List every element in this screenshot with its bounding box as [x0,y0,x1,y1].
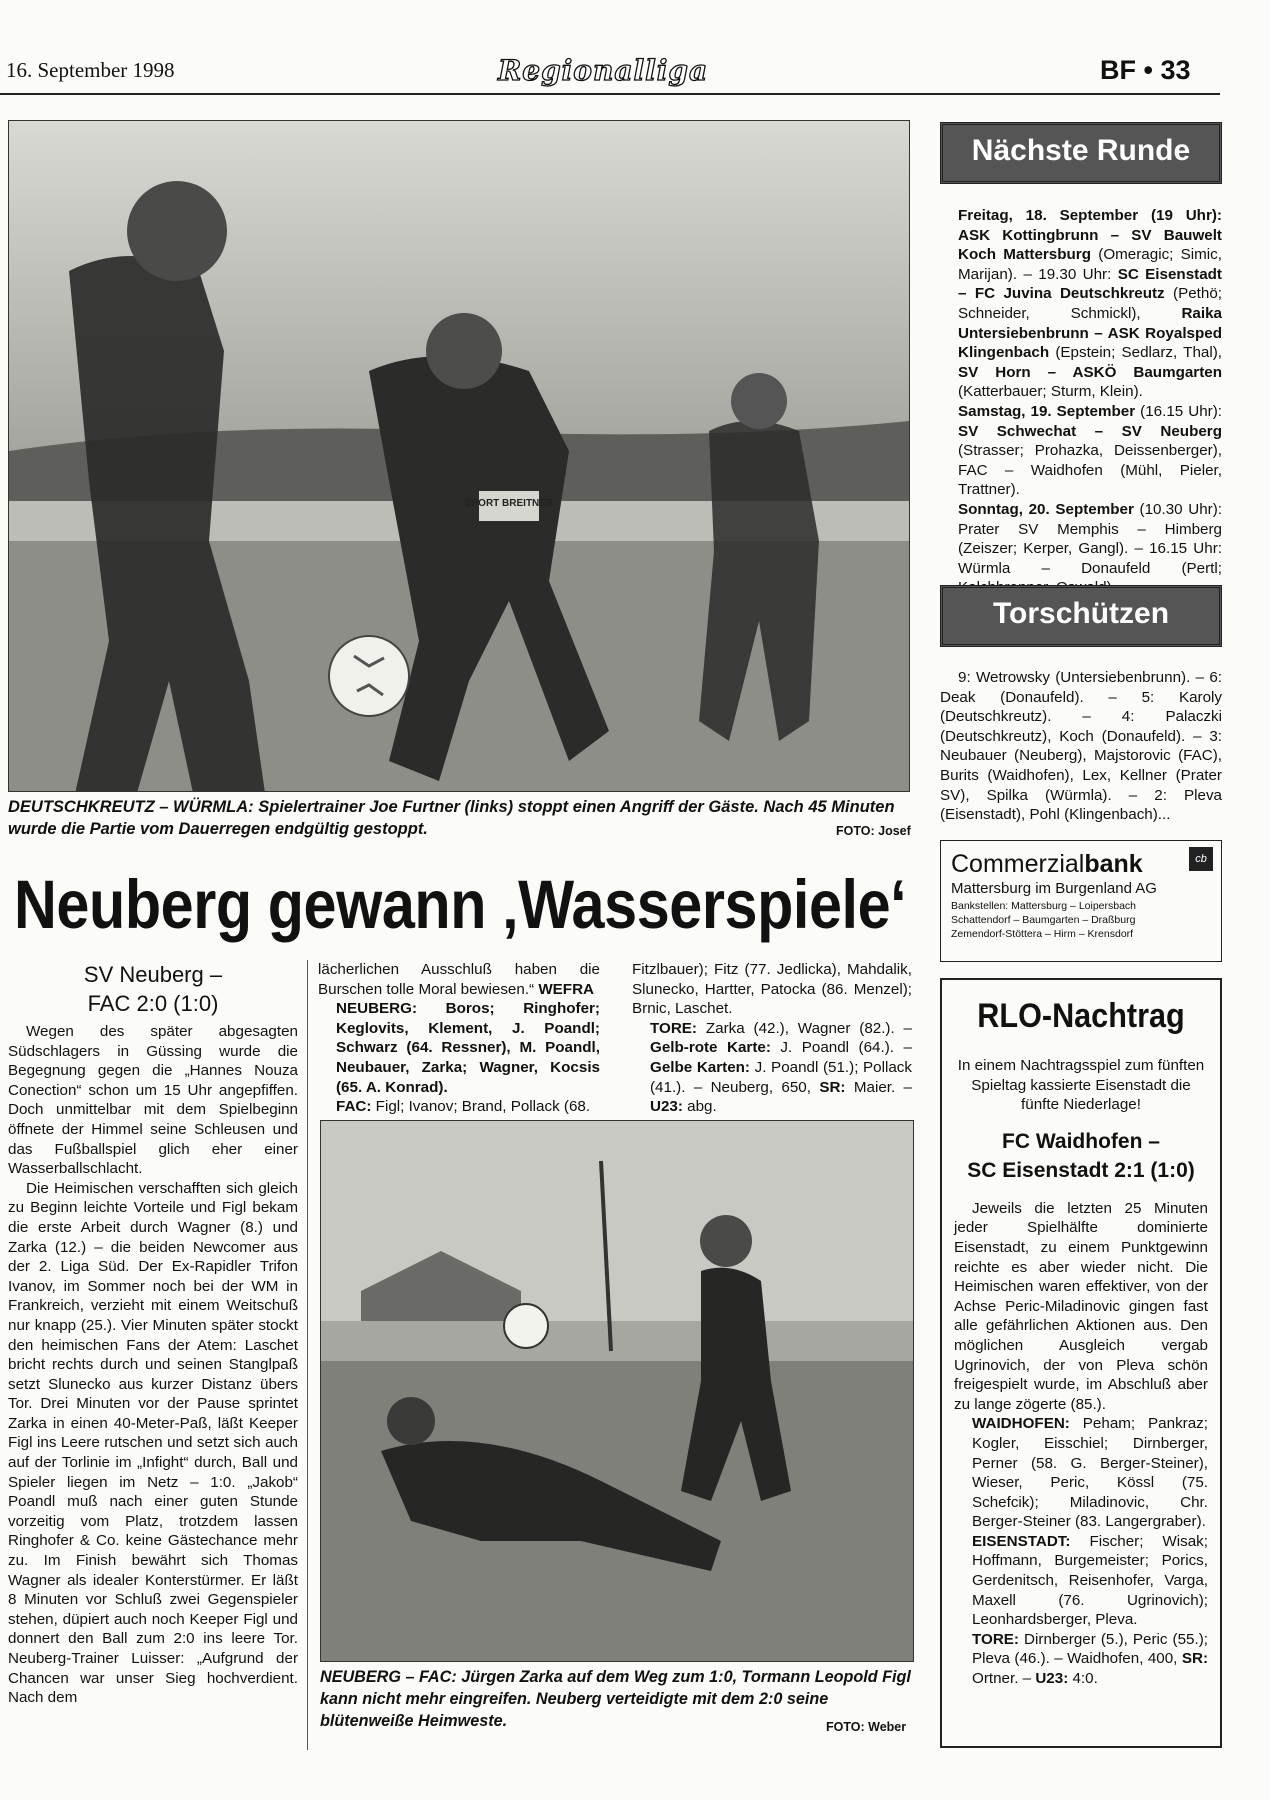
nachtrag-intro: In einem Nachtragsspiel zum fünften Spieltag kassierte Eisenstadt die fünfte Niederlage! [957,1057,1205,1114]
article-column-3: Fitzlbauer); Fitz (77. Jedlicka), Mahdalik, Slunecko, Hartter, Patocka (86. Menzel); Brnic, Laschet. TORE: Zarka (42.), Wagner (82.). – Gelb-rote Karte: J. Poandl (64.). – Gelbe Karten: J. Poandl (51.); Pollack (41.). – Neuberg, 650, SR: Maier. – U23: abg. [632,961,912,1116]
top-photo [8,120,910,792]
article-intro: Wegen des später abgesagten Südschlagers in Güssing wurde die Begegnung gegen die „Hannes Nouza Conection“ schon um 15 Uhr angepfiffen. Doch unmittelbar mit dem Spielbeginn öffnete der Himmel seine Schleusen und das Fußballspiel glich eher einer Wasserballschlacht. [8,1023,298,1178]
column-divider [307,960,308,1750]
commerzialbank-ad: Commerzialbank cb Mattersburg im Burgenland AG Bankstellen: Mattersburg – Loipersbach Schattendorf – Baumgarten – Draßburg Zemendorf-Stöttera – Hirm – Krensdorf [940,840,1222,962]
section-title: Regionalliga [498,54,709,87]
top-photo-credit: FOTO: Josef [836,824,911,838]
nachtrag-match: FC Waidhofen – SC Eisenstadt 2:1 (1:0) [967,1129,1195,1182]
torschuetzen-text: 9: Wetrowsky (Untersiebenbrunn). – 6: Deak (Donaufeld). – 5: Karoly (Deutschkreutz). – 4: Palaczki (Deutschkreutz), Koch (Donaufeld). – 3: Neubauer (Neuberg), Majstorovic (FAC), Burits (Waidhofen), Lex, Kellner (Prater SV), Spilka (Würmla). – 2: Pleva (Eisenstadt), Pohl (Klingenbach)... [940,669,1222,824]
issue-date: 16. September 1998 [6,58,175,82]
nachtrag-title: RLO-Nachtrag [977,997,1185,1035]
jersey-sponsor-text: SPORT BREITNER [464,498,554,509]
football-bottom [504,1304,548,1348]
page-number: BF • 33 [1100,55,1191,85]
nachtrag-box [940,978,1222,1748]
article-column-1 [8,1022,298,1708]
header-rule [0,93,1220,95]
nachtrag-body: Jeweils die letzten 25 Minuten jeder Spielhälfte dominierte Eisenstadt, zu einem Punktgewinn reichte es aber wieder nicht. Die Heimischen waren effektiver, von der Achse Peric-Miladinovic gingen fast alle gefährlichen Aktionen aus. Den möglichen Ausgleich vergab Ugrinovich, der von Pleva schön freigespielt wurde, im Abschluß aber zu lange zögerte (85.). WAIDHOFEN: Peham; Pankraz; Kogler, Eisschiel; Dirnberger, Perner (58. G. Berger-Steiner), Wieser, Peric, Kössl (75. Schefcik); Miladinovic, Chr. Berger-Steiner (83. Langergraber). EISENSTADT: Fischer; Wisak; Hoffmann, Burgemeister; Porics, Gerdenitsch, Reisenhofer, Varga, Maxell (76. Ugrinovich); Leonhardsberger, Pleva. TORE: Dirnberger (5.), Peric (55.); Pleva (46.). – Waidhofen, 400, SR: Ortner. – U23: 4:0. [954,1199,1208,1688]
article-headline: Neuberg gewann ‚Wasserspiele‘ [14,866,907,943]
bottom-photo-caption: NEUBERG – FAC: Jürgen Zarka auf dem Weg zum 1:0, Tormann Leopold Figl kann nicht mehr eingreifen. Neuberg verteidigte mit dem 2:0 seine blütenweiße Heimweste. [320,1668,911,1730]
naechste-runde-text: Freitag, 18. September (19 Uhr): ASK Kottingbrunn – SV Bauwelt Koch Mattersburg (Omeragic; Simic, Marijan). – 19.30 Uhr: SC Eisenstadt – FC Juvina Deutschkreutz (Pethö; Schneider, Schmickl), Raika Untersiebenbrunn – ASK Royalsped Klingenbach (Epstein; Sedlarz, Thal), SV Horn – ASKÖ Baumgarten (Katterbauer; Sturm, Klein). Samstag, 19. September (16.15 Uhr): SV Schwechat – SV Neuberg (Strasser; Prohazka, Deissenberger), FAC – Waidhofen (Mühl, Pieler, Trattner). Sonntag, 20. September (10.30 Uhr): Prater SV Memphis – Himberg (Zeiszer; Kerper, Gangl). – 16.15 Uhr: Würmla – Donaufeld (Pertl; [958,207,1222,577]
ad-logo-icon: cb [1189,847,1213,871]
bottom-photo-illustration [321,1121,913,1661]
torschuetzen-title: Torschützen [940,585,1222,647]
match-title: SV Neuberg – FAC 2:0 (1:0) [83,962,223,1016]
top-photo-caption: DEUTSCHKREUTZ – WÜRMLA: Spielertrainer Joe Furtner (links) stoppt einen Angriff der Gäste. Nach 45 Minuten wurde die Partie vom Dauerregen endgültig gestoppt. [8,798,895,838]
naechste-runde-title: Nächste Runde [940,122,1222,184]
bottom-photo [320,1120,914,1662]
football [329,636,409,716]
top-photo-illustration [9,121,909,791]
ad-brand: Commerzialbank [951,850,1143,878]
article-column-2: lächerlichen Ausschluß haben die Burschen tolle Moral bewiesen.“ WEFRA NEUBERG: Boros; Ringhofer; Keglovits, Klement, J. Poandl; Schwarz (64. Ressner), M. Poandl, Neubauer, Zarka; Wagner, Kocsis (65. A. Konrad). FAC: Figl; Ivanov; Brand, Pollack (68. [318,961,600,1116]
article-body: Die Heimischen verschafften sich gleich zu Beginn leichte Vorteile und Figl bekam die erste Arbeit durch Wagner (8.) und Zarka (12.) – die beiden Newcomer aus der 2. Liga Süd. Der Ex-Rapidler Trifon Ivanov, im Sommer noch bei der WM in Frankreich, verzieht mit einem Weitschuß nur knapp (25.). Vier Minuten später stockt den heimischen Fans der Atem: Laschet bricht rechts durch und seinen Stanglpaß setzt Slunecko aus kurzer Distanz übers Tor. Drei Minuten vor der Pause sprintet Zarka in einen 40-Meter-Paß, läßt Keeper Figl ins Leere rutschen und setzt sich auch auf der Torlinie im „Infight“ durch, Ball und Spieler liegen im Netz – 1:0. „Jakob“ Poandl muß nach einer guten Stunde vorzeitig vom Platz, trotzdem lassen Ringhofer & Co. keine Gästechance mehr zu. Im Finish bewährt sich Thomas Wagner als idealer Konterstürmer. Er läßt 8 Minuten vor Schluß zwei Gegenspieler stehen, düpiert auch noch Keeper Figl und donnert den Ball zum 2:0 ins leere Tor. Neuberg-Trainer Luisser: „Aufgrund der Chancen war unser Sieg hochverdient. Nach dem [8,1179,298,1707]
bottom-photo-credit: FOTO: Weber [826,1720,907,1734]
